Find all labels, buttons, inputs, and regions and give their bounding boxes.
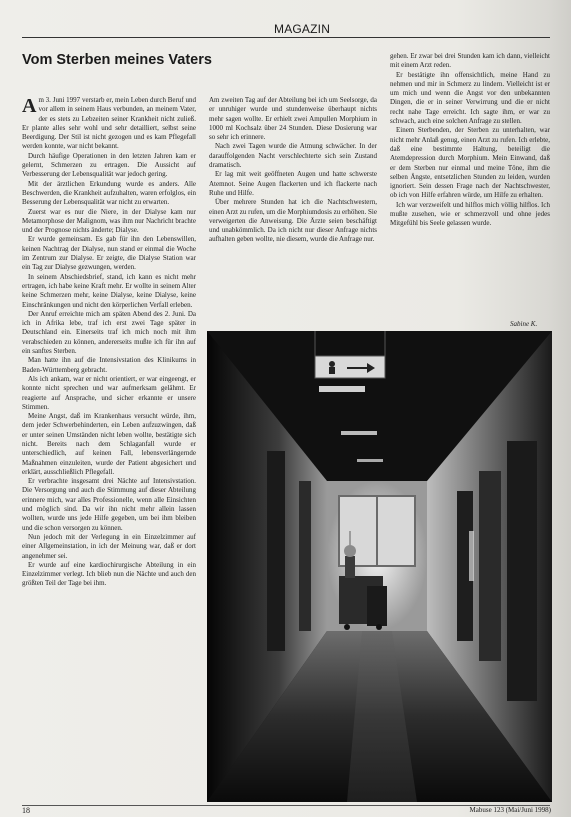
paragraph: Er bestätigte ihn offensichtlich, meine Hand zu nehmen und mir in Schmerz zu lindern. Vielleicht ist er um mich und wenn die Angst vor den unbekannten Dingen, die er in seiner Verwirrung und die er nicht recht nahe Tage erreicht. Ich sagte ihm, er war zu schwach, auch eine solchen Anfrage zu stellen.	[390, 70, 550, 126]
paragraph: In seinem Abschiedsbrief, stand, ich kann es nicht mehr ertragen, ich habe keine Kraft mehr. Er wollte in seinem Alter keine Schmerzen mehr, keine Dialyse, keine Dialyse, keine Einschränkungen und nicht den körperlichen Verfall erleben.	[22, 272, 196, 309]
paragraph: Meine Angst, daß im Krankenhaus versucht würde, ihm, dem jeder Schwerbehinderten, ein Leben aufzuzwingen, daß er unter seinen Umständen nicht leben wollte, bestätigte sich nicht. Bereits nach dem Schlaganfall wurde er unterschiedlich, auf keinen Fall, lebensverlängernde Maßnahmen einzuleiten, wurde der Patient abgesichert und erklärt, ausschließlich Pflegefall.	[22, 412, 196, 476]
paragraph: Er verbrachte insgesamt drei Nächte auf Intensivstation. Die Versorgung und auch die Stimmung auf dieser Abteilung erinnere mich, war alles Professionelle, wenn alle Einsichten und möglich sind. Da wir ihn nicht mehr allein lassen wollten, wurde uns jede Hilfe gegeben, um bei ihm bleiben und die schon versorgen zu können.	[22, 477, 196, 532]
paragraph: Er lag mit weit geöffneten Augen und hatte schwerste Atemnot. Seine Augen flackerten und ich flackerte nach Ruhe und Hilfe.	[209, 170, 377, 197]
section-label: MAGAZIN	[274, 22, 331, 36]
paragraph: Durch häufige Operationen in den letzten Jahren kam er gelernt, Schmerzen zu ertragen. Die Aussicht auf Verbesserung der Lebensqualität war jedoch gering.	[22, 151, 196, 179]
paragraph: gehen. Er zwar bei drei Stunden kam ich dann, vielleicht mit einem Arzt reden.	[390, 52, 550, 70]
paragraph: Am zweiten Tag auf der Abteilung bei ich um Seelsorge, da er unruhiger wurde und stundenweise überhaupt nichts mehr sagen wollte. Er erhielt zwei Ampullen Morphium in 1000 ml Kochsalz über 24 Stunden. Diese Dosierung war so sehr ich erinnere.	[209, 96, 377, 142]
paragraph: Mit der ärztlichen Erkundung wurde es anders. Alle Beschwerden, die Krankheit aufzuhalten, waren erfolglos, ein Besserung der Lebensqualität war nicht zu erwarten.	[22, 179, 196, 207]
article-author: Sabine K.	[510, 320, 538, 328]
paragraph: Ich war verzweifelt und hilflos mich völlig hilflos. Ich mußte zusehen, wie er schmerzvoll und ohne jedes Mitgefühl bis Seele gelassen wurde.	[390, 200, 550, 228]
paragraph: Über mehrere Stunden hat ich die Nachtschwestern, einen Arzt zu rufen, um die Morphiumdosis zu erhöhen. Sie verweigerten die Anweisung. Die Ärzte seien beschäftigt und unabkömmlich. Da ich nicht nur dieser Anfrage nichts aufhalten geben wollte, nie diesem, wurde die Anfrage nur.	[209, 198, 377, 244]
article-headline: Vom Sterben meines Vaters	[22, 52, 212, 68]
text-column-3	[390, 52, 550, 314]
paragraph: Man hatte ihn auf die Intensivstation des Klinikums in Baden-Württemberg gebracht.	[22, 356, 196, 374]
paragraph: Zuerst war es nur die Niere, in der Dialyse kam nur Metamorphose der Malignom, was ihm nur Nachricht brachte und der Prognose nichts änderte; Dialyse.	[22, 207, 196, 235]
paragraph: Als ich ankam, war er nicht orientiert, er war eingeengt, er konnte nicht sprechen und war aufmerksam gelähmt. Er reagierte auf Ansprache, und sicher erkannte er unsere Stimmen.	[22, 374, 196, 411]
page-number: 18	[22, 806, 30, 815]
text-column-2	[209, 96, 377, 316]
hospital-corridor-photo	[207, 331, 552, 802]
paragraph: Er wurde auf eine kardiochirurgische Abteilung in ein Einzelzimmer verlegt. Ich blieb nun die Nächte und auch den größten Teil der Tage bei ihm.	[22, 560, 196, 588]
paragraph: Einem Sterbenden, der Sterben zu unterhalten, war nicht mehr Anlaß genug, einen Arzt zu rufen. Ich erlebte, daß eine bestimmte Haltung, beteiligt die Atemdepression durch Morphium. Mein Einwand, daß er dem Sterben nur einmal und meine Töne, ihm die selben Ängste, entsetzlichen Stunden zu leiden, wurden ignoriert. Sein dessen Frage nach der Nachtschwester, ob ich von Hilfe erfahren würde, um Hilfe zu erhalten.	[390, 126, 550, 200]
footer-source: Mabuse 123 (Mai/Juni 1998)	[469, 806, 551, 814]
corridor-illustration	[207, 331, 552, 802]
paragraph: Nach zwei Tagen wurde die Atmung schwächer. In der darauffolgenden Nacht verschlechterte sich sein Zustand dramatisch.	[209, 142, 377, 170]
paragraph: Der Anruf erreichte mich am späten Abend des 2. Juni. Da ich in Afrika lebe, traf ich erst zwei Tage später in Deutschland ein. Einerseits traf ich mich noch mit ihm verabschieden zu können, andererseits mußte ich für ihn auf ein sanftes Sterben.	[22, 309, 196, 356]
paragraph: Am 3. Juni 1997 verstarb er, mein Leben durch Beruf und vor allem in seinem Haus verbunden, an meinem Vater, der es stets zu Lebzeiten seiner Krankheit nicht zuließ. Er plante alles sehr wohl und sehr detailliert, selbst seine Beerdigung. Der Stil ist nicht gezogen und es kam Pflegefall werden konnte, war nicht bekannt.	[22, 96, 196, 151]
header-rule	[22, 37, 550, 38]
text-column-1	[22, 96, 196, 801]
paragraph: Er wurde gemeinsam. Es gab für ihn den Lebenswillen, keinen Nachtrag der Dialyse, nun stand er einmal die Woche im Zentrum zur Dialyse. Er zeigte, die Dialyse Station war ein Tag zur Dialyse gezwungen, werden.	[22, 235, 196, 272]
paragraph: Nun jedoch mit der Verlegung in ein Einzelzimmer auf einer Allgemeinstation, in ich der Meinung war, daß er dort angenehmer sei.	[22, 532, 196, 560]
dropcap: A	[22, 96, 37, 117]
